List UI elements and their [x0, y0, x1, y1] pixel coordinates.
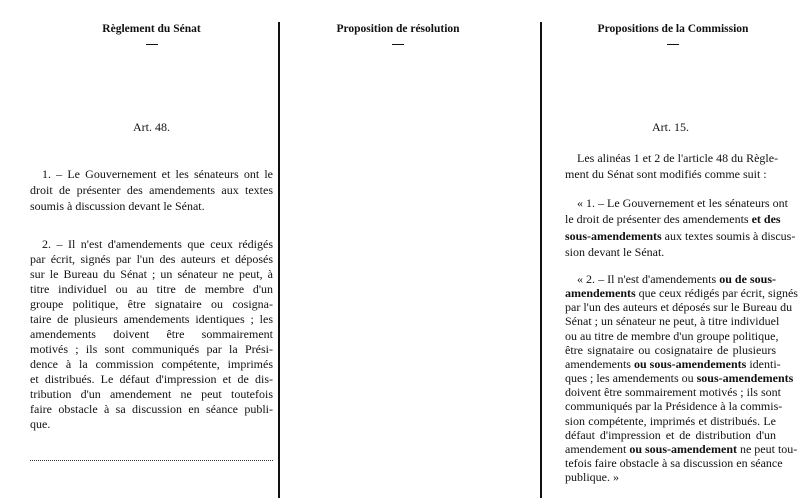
- text-segment: ne peut tou-: [736, 441, 798, 456]
- header-dash: [392, 44, 404, 45]
- text-segment: identi-: [746, 356, 781, 371]
- text-line: [30, 342, 273, 357]
- text-segment: communiqués par la Présidence à la commis-: [565, 399, 783, 414]
- text-segment: sion devant le Sénat.: [565, 244, 665, 259]
- text-segment: défaut d'impression et de distribution d'un: [565, 427, 776, 442]
- text-segment: dence à la commission compétente, imprimés: [30, 357, 273, 371]
- text-line: [565, 343, 776, 357]
- text-segment: doivent être sommairement motivés ; ils sont: [565, 385, 781, 400]
- text-line: [30, 417, 273, 432]
- left-paragraph-2: [30, 237, 273, 432]
- text-segment: « 2. – Il n'est d'amendements: [577, 272, 720, 286]
- text-segment: sur le Bureau du Sénat ; un sénateur ne peut, à: [30, 267, 273, 281]
- amendment-bold-text: amendements: [565, 286, 636, 301]
- text-line: [30, 166, 273, 182]
- text-line: [565, 414, 776, 428]
- text-line: [565, 300, 793, 315]
- text-line: [565, 371, 794, 386]
- text-segment: 1. – Le Gouvernement et les sénateurs ont le: [42, 167, 273, 181]
- text-segment: par écrit, signés par l'un des auteurs et déposés: [30, 252, 273, 266]
- amendment-bold-text: et des: [751, 212, 781, 227]
- text-line: [565, 228, 796, 244]
- text-segment: 2. – Il n'est d'amendements que ceux rédigés: [42, 237, 273, 251]
- text-line: [30, 237, 273, 252]
- text-segment: amendements: [565, 356, 634, 371]
- right-paragraph-1: [565, 195, 796, 260]
- text-segment: ou au titre de membre d'un groupe politique,: [565, 328, 779, 343]
- text-segment: publique. »: [565, 470, 619, 485]
- text-line: [565, 150, 779, 166]
- header-dash: [667, 44, 679, 45]
- text-line: [565, 314, 780, 329]
- text-line: [30, 297, 273, 312]
- text-line: [565, 195, 788, 211]
- text-line: [565, 399, 783, 414]
- header-dash: [146, 44, 158, 45]
- amendment-bold-text: ou sous-amendements: [633, 356, 747, 371]
- text-segment: « 1. – Le Gouvernement et les sénateurs ont: [577, 196, 788, 210]
- text-segment: que.: [30, 417, 51, 431]
- text-line: [30, 312, 273, 327]
- right-intro-paragraph: [565, 150, 779, 182]
- text-line: [565, 356, 781, 371]
- text-segment: tribution d'un amendement ne peut toutefois: [30, 387, 273, 401]
- right-article-number: Art. 15.: [652, 120, 689, 134]
- text-segment: le droit de présenter des amendements: [565, 212, 752, 227]
- text-segment: soumis à discussion devant le Sénat.: [30, 199, 205, 213]
- text-segment: amendements doivent être sommairement: [30, 327, 273, 341]
- text-segment: que ceux rédigés par écrit, signés: [635, 286, 798, 301]
- column-divider: [540, 22, 542, 498]
- left-article-number: Art. 48.: [133, 120, 170, 134]
- text-segment: tefois faire obstacle à sa discussion en séance: [565, 456, 783, 471]
- left-column-header: Règlement du Sénat: [102, 23, 201, 35]
- text-segment: droit de présenter des amendements aux textes: [30, 183, 273, 197]
- text-line: [30, 267, 273, 282]
- text-line: [565, 470, 776, 484]
- text-segment: aux textes soumis à discus-: [661, 228, 796, 243]
- text-line: [30, 282, 273, 297]
- text-segment: amendement: [565, 441, 630, 456]
- text-segment: Les alinéas 1 et 2 de l'article 48 du Règle-: [577, 151, 779, 165]
- text-line: [565, 456, 783, 471]
- text-line: [565, 272, 776, 286]
- amendment-bold-text: sous-amendements: [696, 371, 794, 386]
- text-line: [30, 372, 273, 387]
- amendment-bold-text: ou de sous-: [719, 272, 776, 286]
- dotted-separator: [30, 460, 273, 461]
- text-segment: être signataire ou cosignataire de plusieurs: [565, 342, 776, 357]
- text-segment: ques ; les amendements ou: [565, 371, 697, 386]
- text-line: [565, 385, 781, 400]
- text-line: [565, 428, 776, 442]
- text-line: [30, 387, 273, 402]
- middle-column-header: Proposition de résolution: [336, 23, 460, 35]
- text-segment: titre individuel ou au titre de membre d'un: [30, 282, 273, 296]
- amendment-bold-text: sous-amendements: [565, 228, 662, 243]
- text-segment: Sénat ; un sénateur ne peut, à titre individuel: [565, 314, 780, 329]
- text-line: [565, 166, 776, 182]
- text-line: [30, 252, 273, 267]
- right-column-header: Propositions de la Commission: [597, 23, 749, 35]
- text-line: [30, 357, 273, 372]
- text-line: [30, 198, 273, 214]
- left-paragraph-1: [30, 166, 273, 214]
- text-segment: taire de plusieurs amendements identiques ; les: [30, 312, 273, 326]
- column-divider: [278, 22, 280, 498]
- text-line: [565, 211, 781, 227]
- text-segment: motivés ; ils sont communiqués par la Prési-: [30, 342, 273, 356]
- text-line: [565, 328, 779, 343]
- text-segment: et distribués. Le défaut d'impression et de dis-: [30, 372, 273, 386]
- text-line: [30, 327, 273, 342]
- text-line: [565, 441, 798, 456]
- text-line: [565, 244, 776, 260]
- amendment-bold-text: ou sous-amendement: [629, 441, 737, 456]
- text-segment: groupe politique, être signataire ou cosigna-: [30, 297, 273, 311]
- text-line: [565, 286, 798, 301]
- right-paragraph-2: [565, 272, 798, 485]
- text-line: [30, 402, 273, 417]
- text-segment: par l'un des auteurs et déposés sur le Bureau du: [565, 300, 793, 315]
- text-line: [30, 182, 273, 198]
- text-segment: ment du Sénat sont modifiés comme suit :: [565, 167, 767, 181]
- text-segment: sion compétente, imprimés et distribués. Le: [565, 413, 776, 428]
- text-segment: faire obstacle à sa discussion en séance publi-: [30, 402, 273, 416]
